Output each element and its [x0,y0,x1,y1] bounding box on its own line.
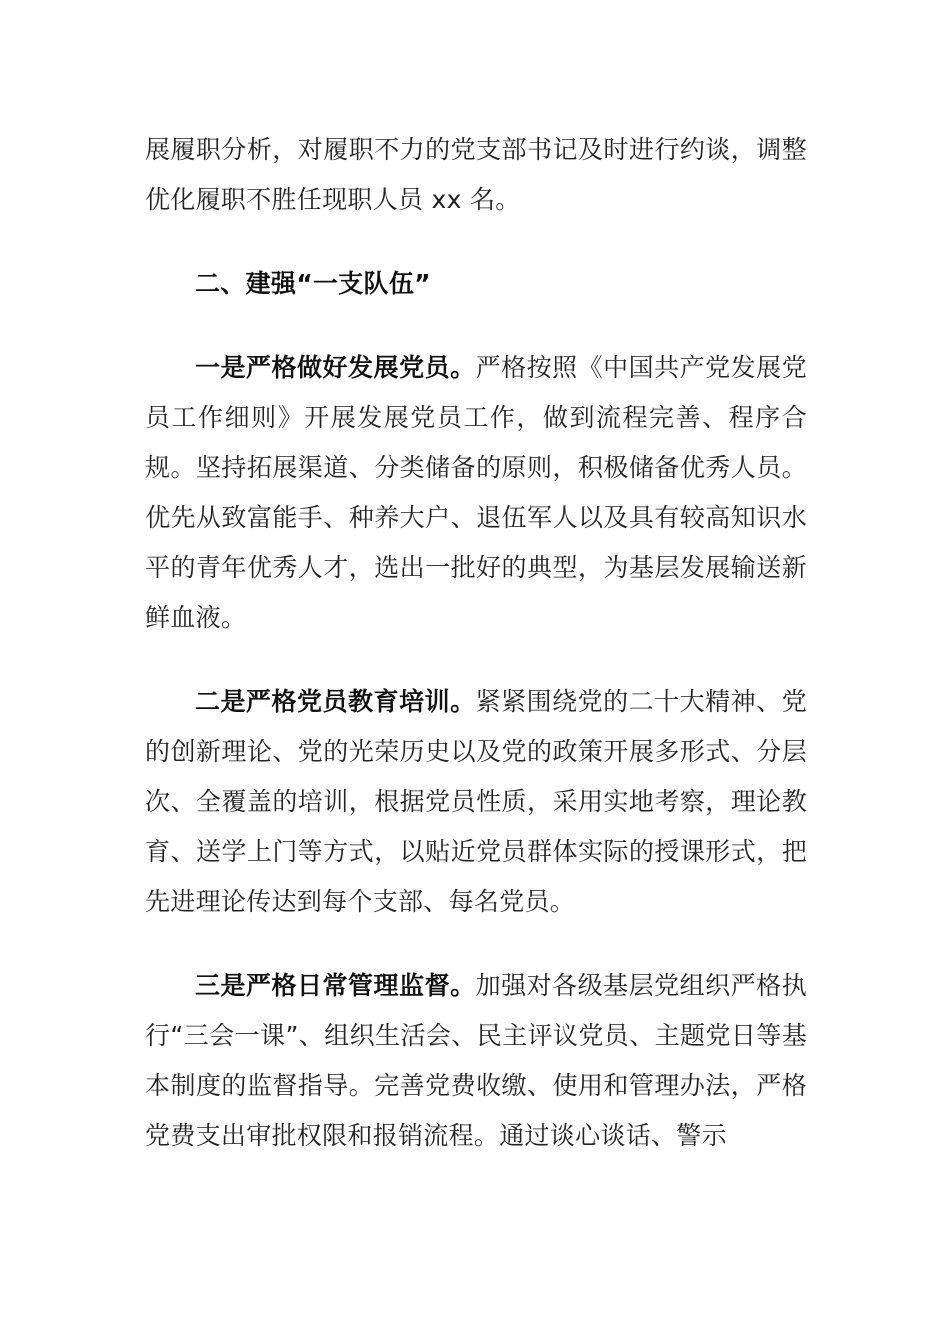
paragraph-continuation [145,125,807,225]
paragraph-education-training [145,677,807,927]
section-heading-text: 二、建强“一支队伍” [195,269,431,298]
section-heading [145,259,807,309]
document-body [145,125,807,1161]
paragraph-lead: 三是严格日常管理监督。 [195,971,476,1000]
paragraph-daily-supervision [145,961,807,1161]
paragraph-text: 紧紧围绕党的二十大精神、党的创新理论、党的光荣历史以及党的政策开展多形式、分层次、全覆盖的培训，根据党员性质，采用实地考察，理论教育、送学上门等方式，以贴近党员群体实际的授课形式，把先进理论传达到每个支部、每名党员。 [145,687,807,916]
paragraph-party-member-development [145,343,807,643]
paragraph-lead: 二是严格党员教育培训。 [195,687,476,716]
paragraph-text: 展履职分析，对履职不力的党支部书记及时进行约谈，调整优化履职不胜任现职人员 xx 名。 [145,135,807,214]
paragraph-text: 加强对各级基层党组织严格执行“三会一课”、组织生活会、民主评议党员、主题党日等基本制度的监督指导。完善党费收缴、使用和管理办法，严格党费支出审批权限和报销流程。通过谈心谈话、警示 [145,971,807,1150]
paragraph-text: 严格按照《中国共产党发展党员工作细则》开展发展党员工作，做到流程完善、程序合规。坚持拓展渠道、分类储备的原则，积极储备优秀人员。优先从致富能手、种养大户、退伍军人以及具有较高知识水平的青年优秀人才，选出一批好的典型，为基层发展输送新鲜血液。 [145,353,807,632]
paragraph-lead: 一是严格做好发展党员。 [195,353,476,382]
